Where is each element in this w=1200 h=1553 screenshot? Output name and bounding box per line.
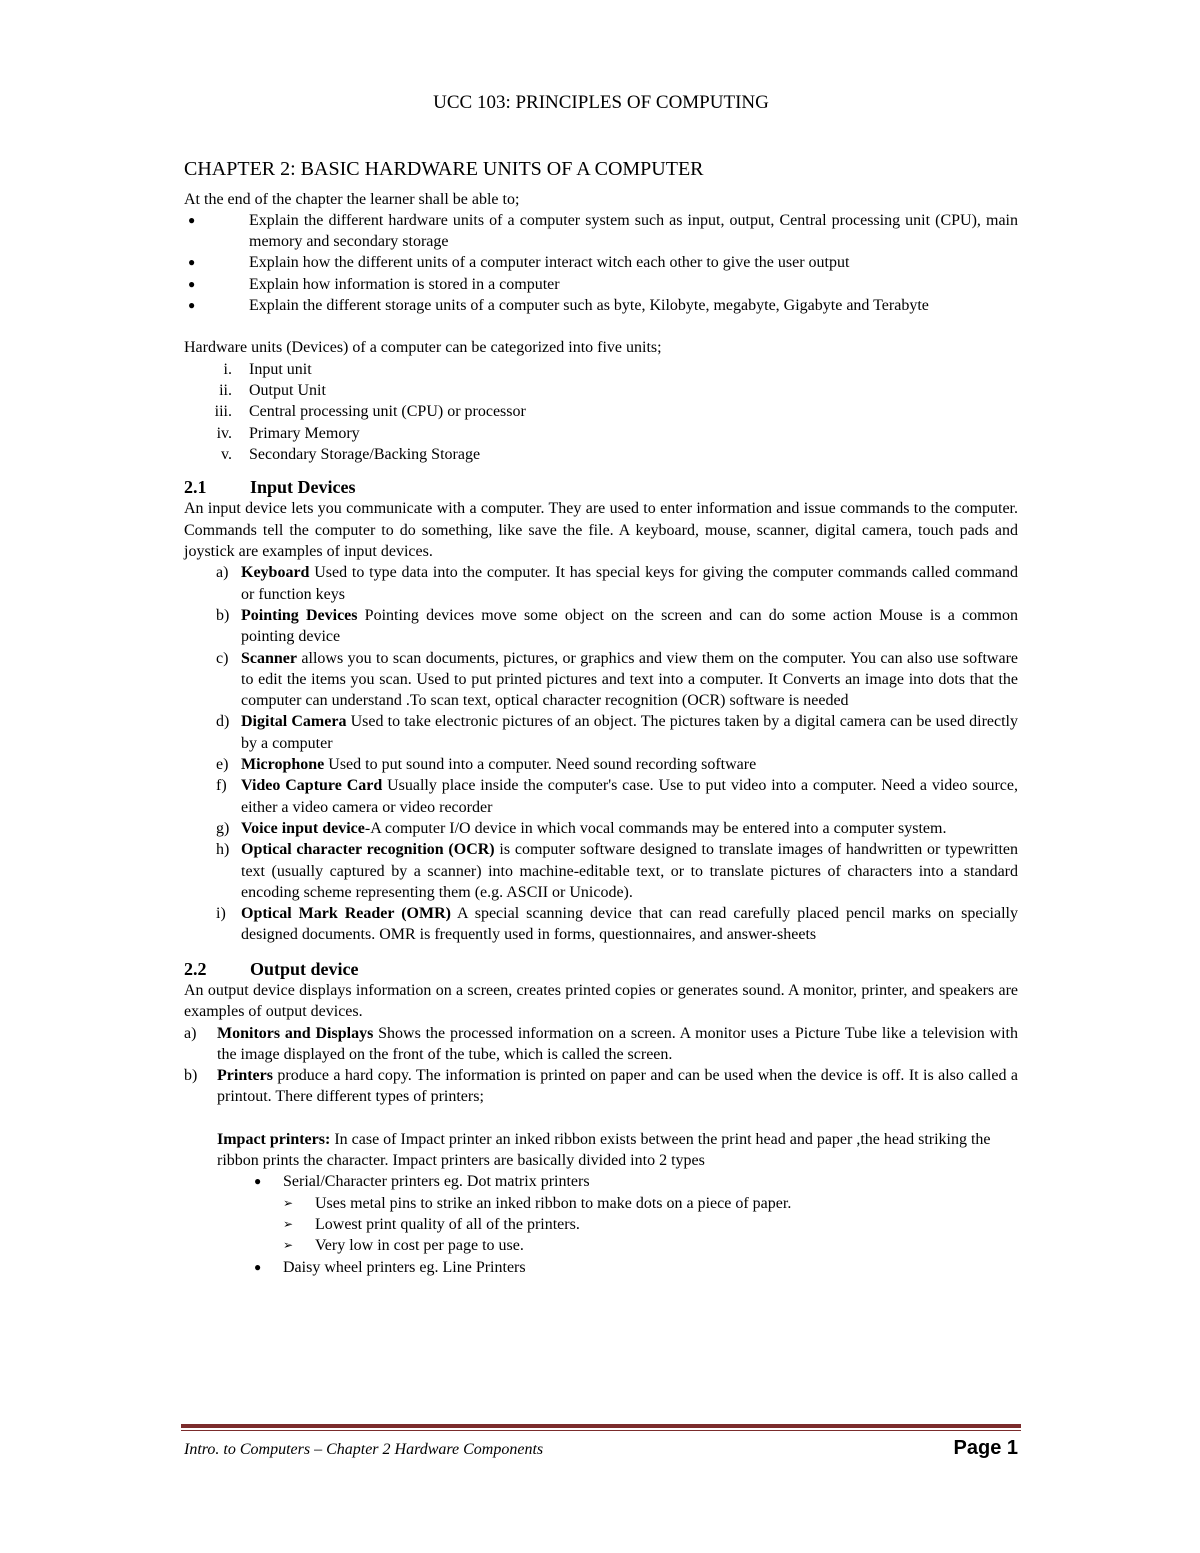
list-item: b) Printers produce a hard copy. The information is printed on paper and can be used when the device is off. It is also called a printout. There different types of printers; — [184, 1067, 1018, 1106]
unit-item: i. Input unit — [223, 360, 312, 378]
list-item: ● Serial/Character printers eg. Dot matrix printers ➢ Uses metal pins to strike an inked ribbon to make dots on a piece of paper. ➢ Lowest print quality of all of the printers. ➢ Very low in cost per page to use. — [217, 1171, 1018, 1256]
bullet-icon: ● — [188, 276, 196, 291]
input-intro: An input device lets you communicate with a computer. They are used to enter information and issue commands to the computer. Commands tell the computer to do something, like save the file. A keyboard, mouse, scanner, digital camera, touch pads and joystick are examples of input devices. — [184, 500, 1018, 561]
objectives-list — [184, 210, 1018, 316]
output-devices-list — [184, 1023, 1018, 1108]
footer-rule — [181, 1424, 1021, 1428]
list-item: h) Optical character recognition (OCR) is computer software designed to translate images of handwritten or typewritten text (usually captured by a scanner) into machine-editable text, or to translate pictures of characters into a standard encoding scheme representing them (e.g. ASCII or Unicode). — [216, 841, 1018, 901]
unit-item: ii. Output Unit — [219, 381, 326, 399]
list-item: d) Digital Camera Used to take electronic pictures of an object. The pictures taken by a digital camera can be used directly by a computer — [216, 713, 1018, 752]
unit-item: iii. Central processing unit (CPU) or processor — [214, 403, 526, 421]
impact-types-list — [184, 1171, 1018, 1277]
chapter-title: CHAPTER 2: BASIC HARDWARE UNITS OF A COMPUTER — [184, 158, 704, 181]
page-number: Page 1 — [953, 1437, 1018, 1459]
list-item: ➢ Very low in cost per page to use. — [283, 1235, 1018, 1256]
bullet-icon: ● — [254, 1259, 262, 1274]
impact-printers-paragraph: Impact printers: In case of Impact printer an inked ribbon exists between the print head and paper ,the head striking the ribbon prints the character. Impact printers are basically divided into 2 types — [217, 1130, 991, 1170]
list-item: ➢ Uses metal pins to strike an inked ribbon to make dots on a piece of paper. — [283, 1193, 1018, 1214]
footer-title: Intro. to Computers – Chapter 2 Hardware Components — [184, 1441, 544, 1458]
list-item: a) Monitors and Displays Shows the processed information on a screen. A monitor uses a Picture Tube like a television with the image displayed on the front of the tube, which is called the screen. — [184, 1024, 1019, 1063]
document-title: UCC 103: PRINCIPLES OF COMPUTING — [433, 92, 769, 113]
list-item: ➢ Lowest print quality of all of the printers. — [283, 1214, 1018, 1235]
bullet-icon: ● — [254, 1174, 262, 1189]
objective-item: ● Explain the different storage units of a computer such as byte, Kilobyte, megabyte, Gigabyte and Terabyte — [184, 295, 1018, 316]
objective-item: ● Explain how the different units of a computer interact witch each other to give the user output — [184, 252, 1018, 273]
units-list — [184, 359, 1018, 465]
objective-item: ● Explain the different hardware units of a computer system such as input, output, Central processing unit (CPU), main memory and secondary storage — [188, 211, 1018, 251]
bullet-icon: ● — [188, 298, 196, 313]
list-item: e) Microphone Used to put sound into a computer. Need sound recording software — [216, 756, 757, 774]
units-intro: Hardware units (Devices) of a computer can be categorized into five units; — [184, 339, 662, 357]
list-item: b) Pointing Devices Pointing devices move some object on the screen and can do some action Mouse is a common pointing device — [216, 606, 1018, 646]
bullet-icon: ● — [188, 212, 196, 227]
bullet-icon: ● — [188, 255, 196, 270]
arrow-bullet-icon: ➢ — [283, 1216, 294, 1231]
footer-rule-thin — [181, 1430, 1021, 1431]
list-item: g) Voice input device-A computer I/O device in which vocal commands may be entered into a computer system. — [216, 819, 947, 837]
unit-item: iv. Primary Memory — [216, 424, 360, 442]
arrow-bullet-icon: ➢ — [283, 1195, 294, 1210]
arrow-bullet-icon: ➢ — [283, 1238, 294, 1253]
list-item: f) Video Capture Card Usually place inside the computer's case. Use to put video into a computer. Need a video source, either a video camera or video recorder — [216, 777, 1018, 816]
objectives-intro: At the end of the chapter the learner shall be able to; — [184, 190, 520, 208]
output-intro: An output device displays information on a screen, creates printed copies or generates sound. A monitor, printer, and speakers are examples of output devices. — [184, 981, 1018, 1021]
list-item: c) Scanner allows you to scan documents, pictures, or graphics and view them on the computer. You can also use software to edit the items you scan. Used to put printed pictures and text into a computer. It Converts an image into dots that the computer can understand .To scan text, optical character recognition (OCR) software is needed — [216, 649, 1018, 710]
input-devices-list — [184, 562, 1018, 945]
list-item: i) Optical Mark Reader (OMR) A special scanning device that can read carefully placed pencil marks on specially designed documents. OMR is frequently used in forms, questionnaires, and answer-sheets — [216, 905, 1018, 944]
impact-points-list — [283, 1193, 1018, 1257]
page-content — [184, 92, 1018, 1278]
list-item: ● Daisy wheel printers eg. Line Printers — [217, 1257, 1018, 1278]
section-heading-output: 2.2 Output device — [184, 958, 359, 979]
unit-item: v. Secondary Storage/Backing Storage — [221, 445, 481, 463]
section-heading-input: 2.1 Input Devices — [184, 477, 356, 498]
list-item: a) Keyboard Used to type data into the computer. It has special keys for giving the computer commands called command or function keys — [216, 564, 1018, 603]
objective-item: ● Explain how information is stored in a computer — [184, 274, 1018, 295]
